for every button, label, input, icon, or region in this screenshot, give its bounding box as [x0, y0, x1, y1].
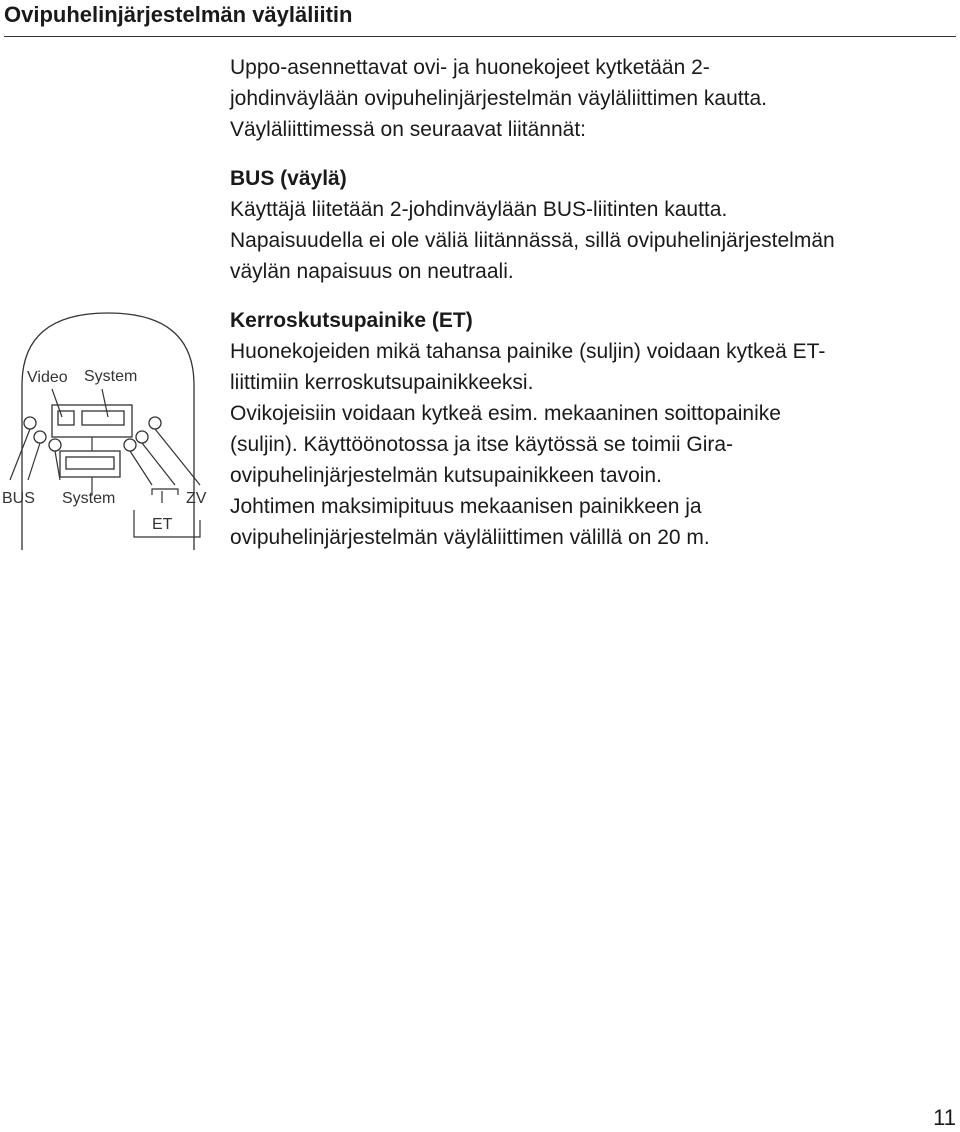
- terminal-circle: [124, 439, 136, 451]
- et-line: Ovikojeisiin voidaan kytkeä esim. mekaaninen soittopainike: [230, 402, 781, 425]
- video-label: Video: [27, 369, 68, 386]
- et-section: [230, 305, 955, 553]
- bus-section: [230, 163, 955, 287]
- et-line: Johtimen maksimipituus mekaanisen painikkeen ja: [230, 495, 702, 518]
- system-top-label: System: [84, 368, 138, 385]
- bus-line: Napaisuudella ei ole väliä liitännässä, sillä ovipuhelinjärjestelmän: [230, 229, 835, 252]
- terminal-circle: [149, 417, 161, 429]
- et-line: ovipuhelinjärjestelmän väyläliittimen välillä on 20 m.: [230, 526, 710, 549]
- lower-socket-inner: [66, 457, 114, 469]
- terminal-circle: [136, 431, 148, 443]
- et-switch-symbol: [152, 489, 178, 495]
- bus-label: BUS: [2, 490, 35, 507]
- bus-heading: BUS (väylä): [230, 167, 347, 190]
- lower-socket-block: [60, 451, 120, 477]
- system-bottom-label: System: [62, 490, 116, 507]
- page-title: Ovipuhelinjärjestelmän väyläliitin: [4, 2, 353, 27]
- et-line: ovipuhelinjärjestelmän kutsupainikkeen tavoin.: [230, 464, 662, 487]
- terminal-circle: [49, 439, 61, 451]
- bus-connector-diagram: [0, 305, 215, 550]
- terminal-circle: [24, 417, 36, 429]
- intro-paragraph: [230, 52, 955, 145]
- et-label: ET: [152, 516, 173, 533]
- et-line: Huonekojeiden mikä tahansa painike (suljin) voidaan kytkeä ET-: [230, 340, 826, 363]
- bus-line: väylän napaisuus on neutraali.: [230, 260, 514, 283]
- system-socket: [82, 411, 124, 425]
- et-line: liittimiin kerroskutsupainikkeeksi.: [230, 371, 534, 394]
- terminal-circle: [34, 431, 46, 443]
- bus-line: Käyttäjä liitetään 2-johdinväylään BUS-liitinten kautta.: [230, 198, 728, 221]
- main-content: [230, 52, 955, 571]
- zv-label: ZV: [186, 490, 207, 507]
- et-line: (suljin). Käyttöönotossa ja itse käytössä se toimii Gira-: [230, 433, 734, 456]
- upper-socket-block: [52, 405, 132, 437]
- page-number: 11: [933, 1105, 956, 1130]
- intro-line: Uppo-asennettavat ovi- ja huonekojeet kytketään 2-: [230, 56, 710, 79]
- intro-line: johdinväylään ovipuhelinjärjestelmän väyläliittimen kautta.: [230, 87, 767, 110]
- connector-housing: [22, 313, 194, 550]
- et-heading: Kerroskutsupainike (ET): [230, 309, 473, 332]
- title-divider: [4, 36, 956, 37]
- intro-line: Väyläliittimessä on seuraavat liitännät:: [230, 118, 587, 141]
